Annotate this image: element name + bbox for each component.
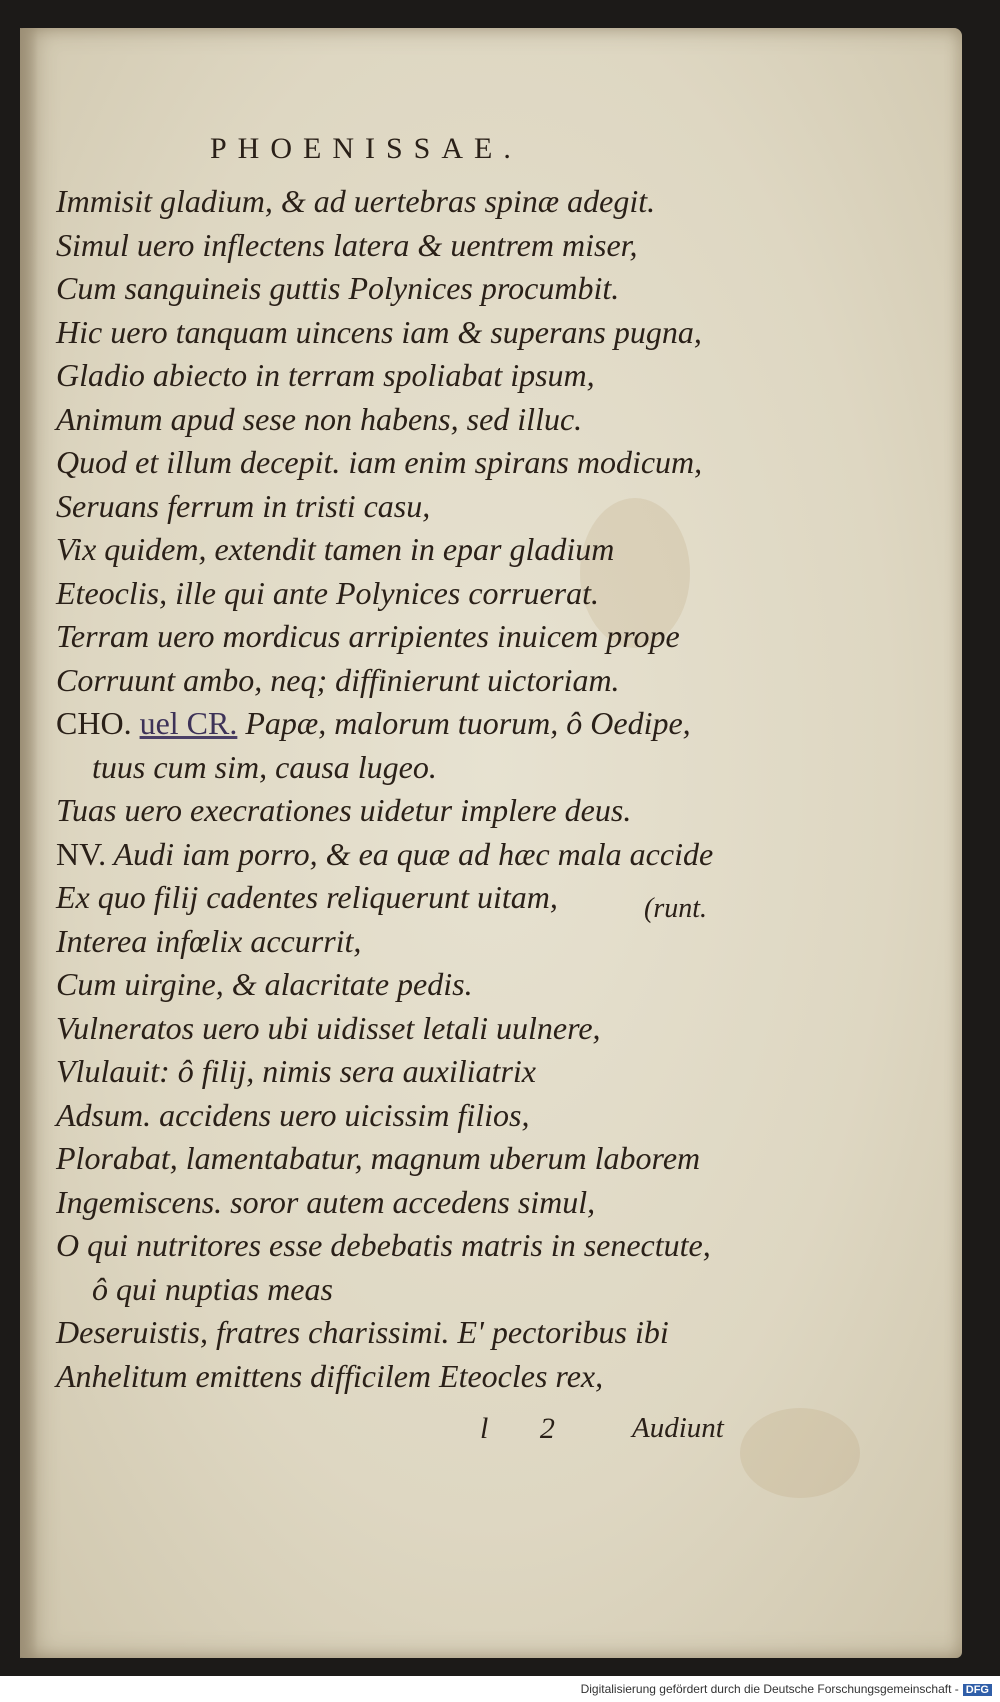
verse-text: Vix quidem, extendit tamen in epar gladium (56, 531, 615, 567)
verse-text: Corruunt ambo, neq; diffinierunt uictoriam. (56, 661, 620, 698)
verse-line (56, 1007, 756, 1051)
page-spine-shadow (20, 28, 38, 1658)
verse-text: Papæ, malorum tuorum, ô Oedipe, (237, 705, 691, 741)
verse-line (56, 1050, 756, 1094)
verse-text: Plorabat, lamentabatur, magnum uberum laborem (56, 1140, 701, 1176)
book-page (20, 28, 962, 1658)
verse-line (56, 702, 756, 746)
verse-text: Terram uero mordicus arripientes inuicem prope (56, 618, 680, 654)
text-block (56, 180, 756, 1398)
verse-line (56, 311, 756, 355)
verse-text: Seruans ferrum in tristi casu, (56, 487, 431, 524)
verse-text: Quod et illum decepit. iam enim spirans modicum, (56, 444, 703, 480)
verse-text: Animum apud sese non habens, sed illuc. (56, 400, 583, 437)
verse-text: Anhelitum emittens difficilem Eteocles rex, (56, 1357, 604, 1394)
paper-stain (740, 1408, 860, 1498)
verse-line (56, 659, 756, 703)
runover-word: (runt. (644, 893, 707, 924)
verse-line (56, 1224, 756, 1268)
verse-text: Eteoclis, ille qui ante Polynices corruerat. (56, 574, 599, 611)
verse-line (56, 485, 756, 529)
dfg-logo: DFG (963, 1684, 992, 1696)
verse-line (56, 572, 756, 616)
verse-text: Gladio abiecto in terram spoliabat ipsum, (56, 357, 595, 393)
verse-line (56, 528, 756, 572)
verse-text: Cum sanguineis guttis Polynices procumbit. (56, 270, 620, 306)
speaker-label: CHO. (56, 705, 132, 741)
running-head: PHOENISSAE. (210, 132, 522, 165)
verse-text: O qui nutritores esse debebatis matris in senectute, (56, 1227, 711, 1263)
verse-text: Ingemiscens. soror autem accedens simul, (56, 1183, 596, 1220)
verse-text: Simul uero inflectens latera & uentrem miser, (56, 226, 638, 263)
verse-text: Hic uero tanquam uincens iam & superans pugna, (56, 313, 702, 350)
verse-text: Audi iam porro, & ea quæ ad hæc mala accide (106, 835, 714, 872)
verse-line (56, 615, 756, 659)
verse-line (56, 1355, 756, 1399)
verse-line (56, 224, 756, 268)
verse-text: Adsum. accidens uero uicissim filios, (56, 1096, 530, 1133)
verse-line (56, 180, 756, 224)
signature-mark: l 2 (480, 1412, 577, 1445)
handwritten-annotation: uel CR. (139, 705, 238, 741)
catchword: Audiunt (632, 1412, 724, 1444)
verse-line (56, 789, 756, 833)
verse-text: Tuas uero execrationes uidetur implere deus. (56, 792, 632, 828)
verse-line (56, 354, 756, 398)
verse-text: Vulneratos uero ubi uidisset letali uulnere, (56, 1009, 601, 1046)
verse-text: Immisit gladium, & ad uertebras spinæ adegit. (56, 183, 656, 219)
verse-text: Ex quo filij cadentes reliquerunt uitam, (56, 879, 558, 915)
verse-line (56, 441, 756, 485)
verse-line (56, 1094, 756, 1138)
verse-line (56, 398, 756, 442)
verse-line (56, 1268, 756, 1312)
digitization-credit (581, 1682, 992, 1696)
verse-line (56, 963, 756, 1007)
verse-line (56, 833, 756, 877)
verse-line (56, 1311, 756, 1355)
verse-text: Deseruistis, fratres charissimi. E' pectoribus ibi (56, 1314, 669, 1350)
credit-text: Digitalisierung gefördert durch die Deutsche Forschungsgemeinschaft - (580, 1682, 959, 1696)
verse-line (56, 920, 756, 964)
verse-text: tuus cum sim, causa lugeo. (92, 748, 437, 785)
verse-text: Cum uirgine, & alacritate pedis. (56, 966, 473, 1002)
verse-line (56, 746, 756, 790)
verse-line (56, 267, 756, 311)
verse-text: Interea infœlix accurrit, (56, 922, 362, 959)
verse-text: ô qui nuptias meas (92, 1270, 333, 1307)
verse-line (56, 1181, 756, 1225)
verse-text: Vlulauit: ô filij, nimis sera auxiliatrix (56, 1053, 536, 1089)
speaker-label: NV. (56, 835, 107, 872)
verse-line (56, 1137, 756, 1181)
